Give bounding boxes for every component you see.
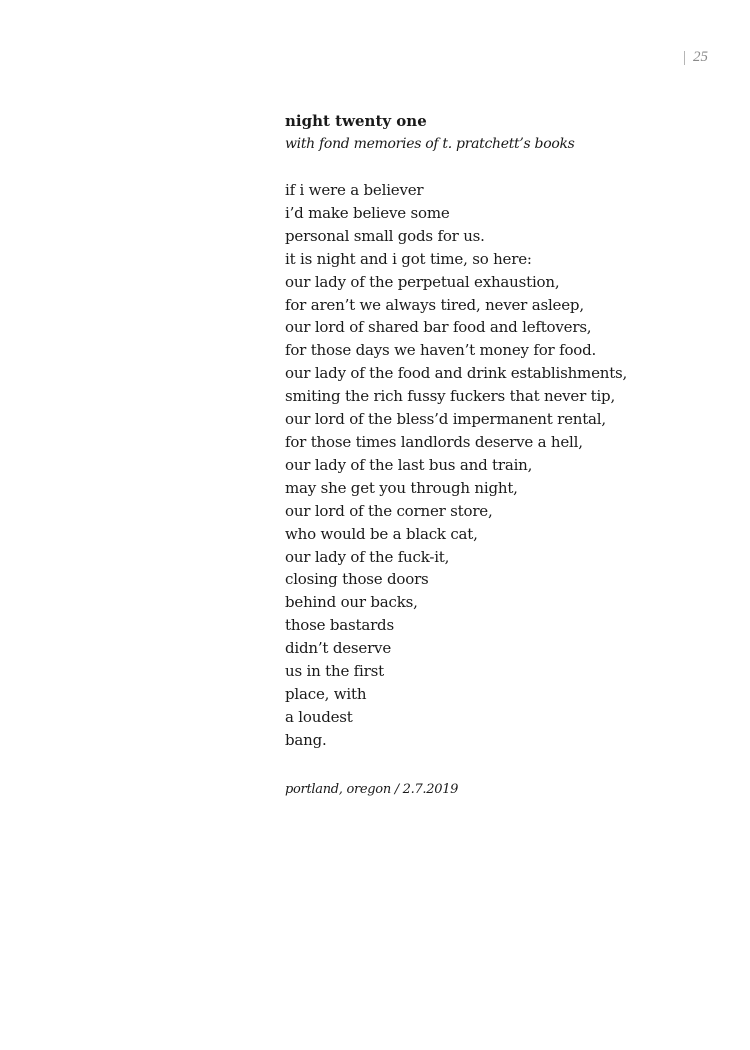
poem-line: personal small gods for us. xyxy=(285,226,485,245)
poem-line: us in the first xyxy=(285,662,384,681)
poem-line: those bastards xyxy=(285,616,394,635)
poem-line: i’d make believe some xyxy=(285,203,450,222)
poem-lines xyxy=(285,179,725,752)
poem-line: smiting the rich fussy fuckers that never tip, xyxy=(285,387,616,406)
poem-line: may she get you through night, xyxy=(285,478,518,497)
poem-line: it is night and i got time, so here: xyxy=(285,249,532,268)
page-number: 25 xyxy=(693,49,708,65)
poem-line: didn’t deserve xyxy=(285,639,392,658)
poem-line: who would be a black cat, xyxy=(285,524,478,543)
poem-line: place, with xyxy=(285,684,367,703)
poem-line: our lady of the fuck-it, xyxy=(285,547,450,566)
poem-line: our lady of the perpetual exhaustion, xyxy=(285,272,560,291)
poem-title: night twenty one xyxy=(285,112,427,130)
poem-signoff: portland, oregon / 2.7.2019 xyxy=(285,781,459,797)
poem xyxy=(285,110,725,813)
poem-line: our lord of the bless’d impermanent rental, xyxy=(285,410,606,429)
poem-line: for aren’t we always tired, never asleep, xyxy=(285,295,584,314)
poem-line: for those times landlords deserve a hell, xyxy=(285,432,583,451)
poem-line: bang. xyxy=(285,730,327,749)
poem-line: our lady of the last bus and train, xyxy=(285,455,533,474)
page-number-block xyxy=(684,49,708,66)
poem-line: if i were a believer xyxy=(285,181,424,199)
poem-line: our lord of shared bar food and leftovers, xyxy=(285,318,592,337)
poem-line: for those days we haven’t money for food. xyxy=(285,341,597,360)
poem-dedication: with fond memories of t. pratchett’s books xyxy=(285,136,575,152)
poem-line: behind our backs, xyxy=(285,593,418,612)
poem-line: a loudest xyxy=(285,707,353,726)
poem-line: closing those doors xyxy=(285,570,429,589)
page-number-divider xyxy=(684,51,685,65)
poem-line: our lord of the corner store, xyxy=(285,501,493,520)
poem-line: our lady of the food and drink establishments, xyxy=(285,364,628,383)
